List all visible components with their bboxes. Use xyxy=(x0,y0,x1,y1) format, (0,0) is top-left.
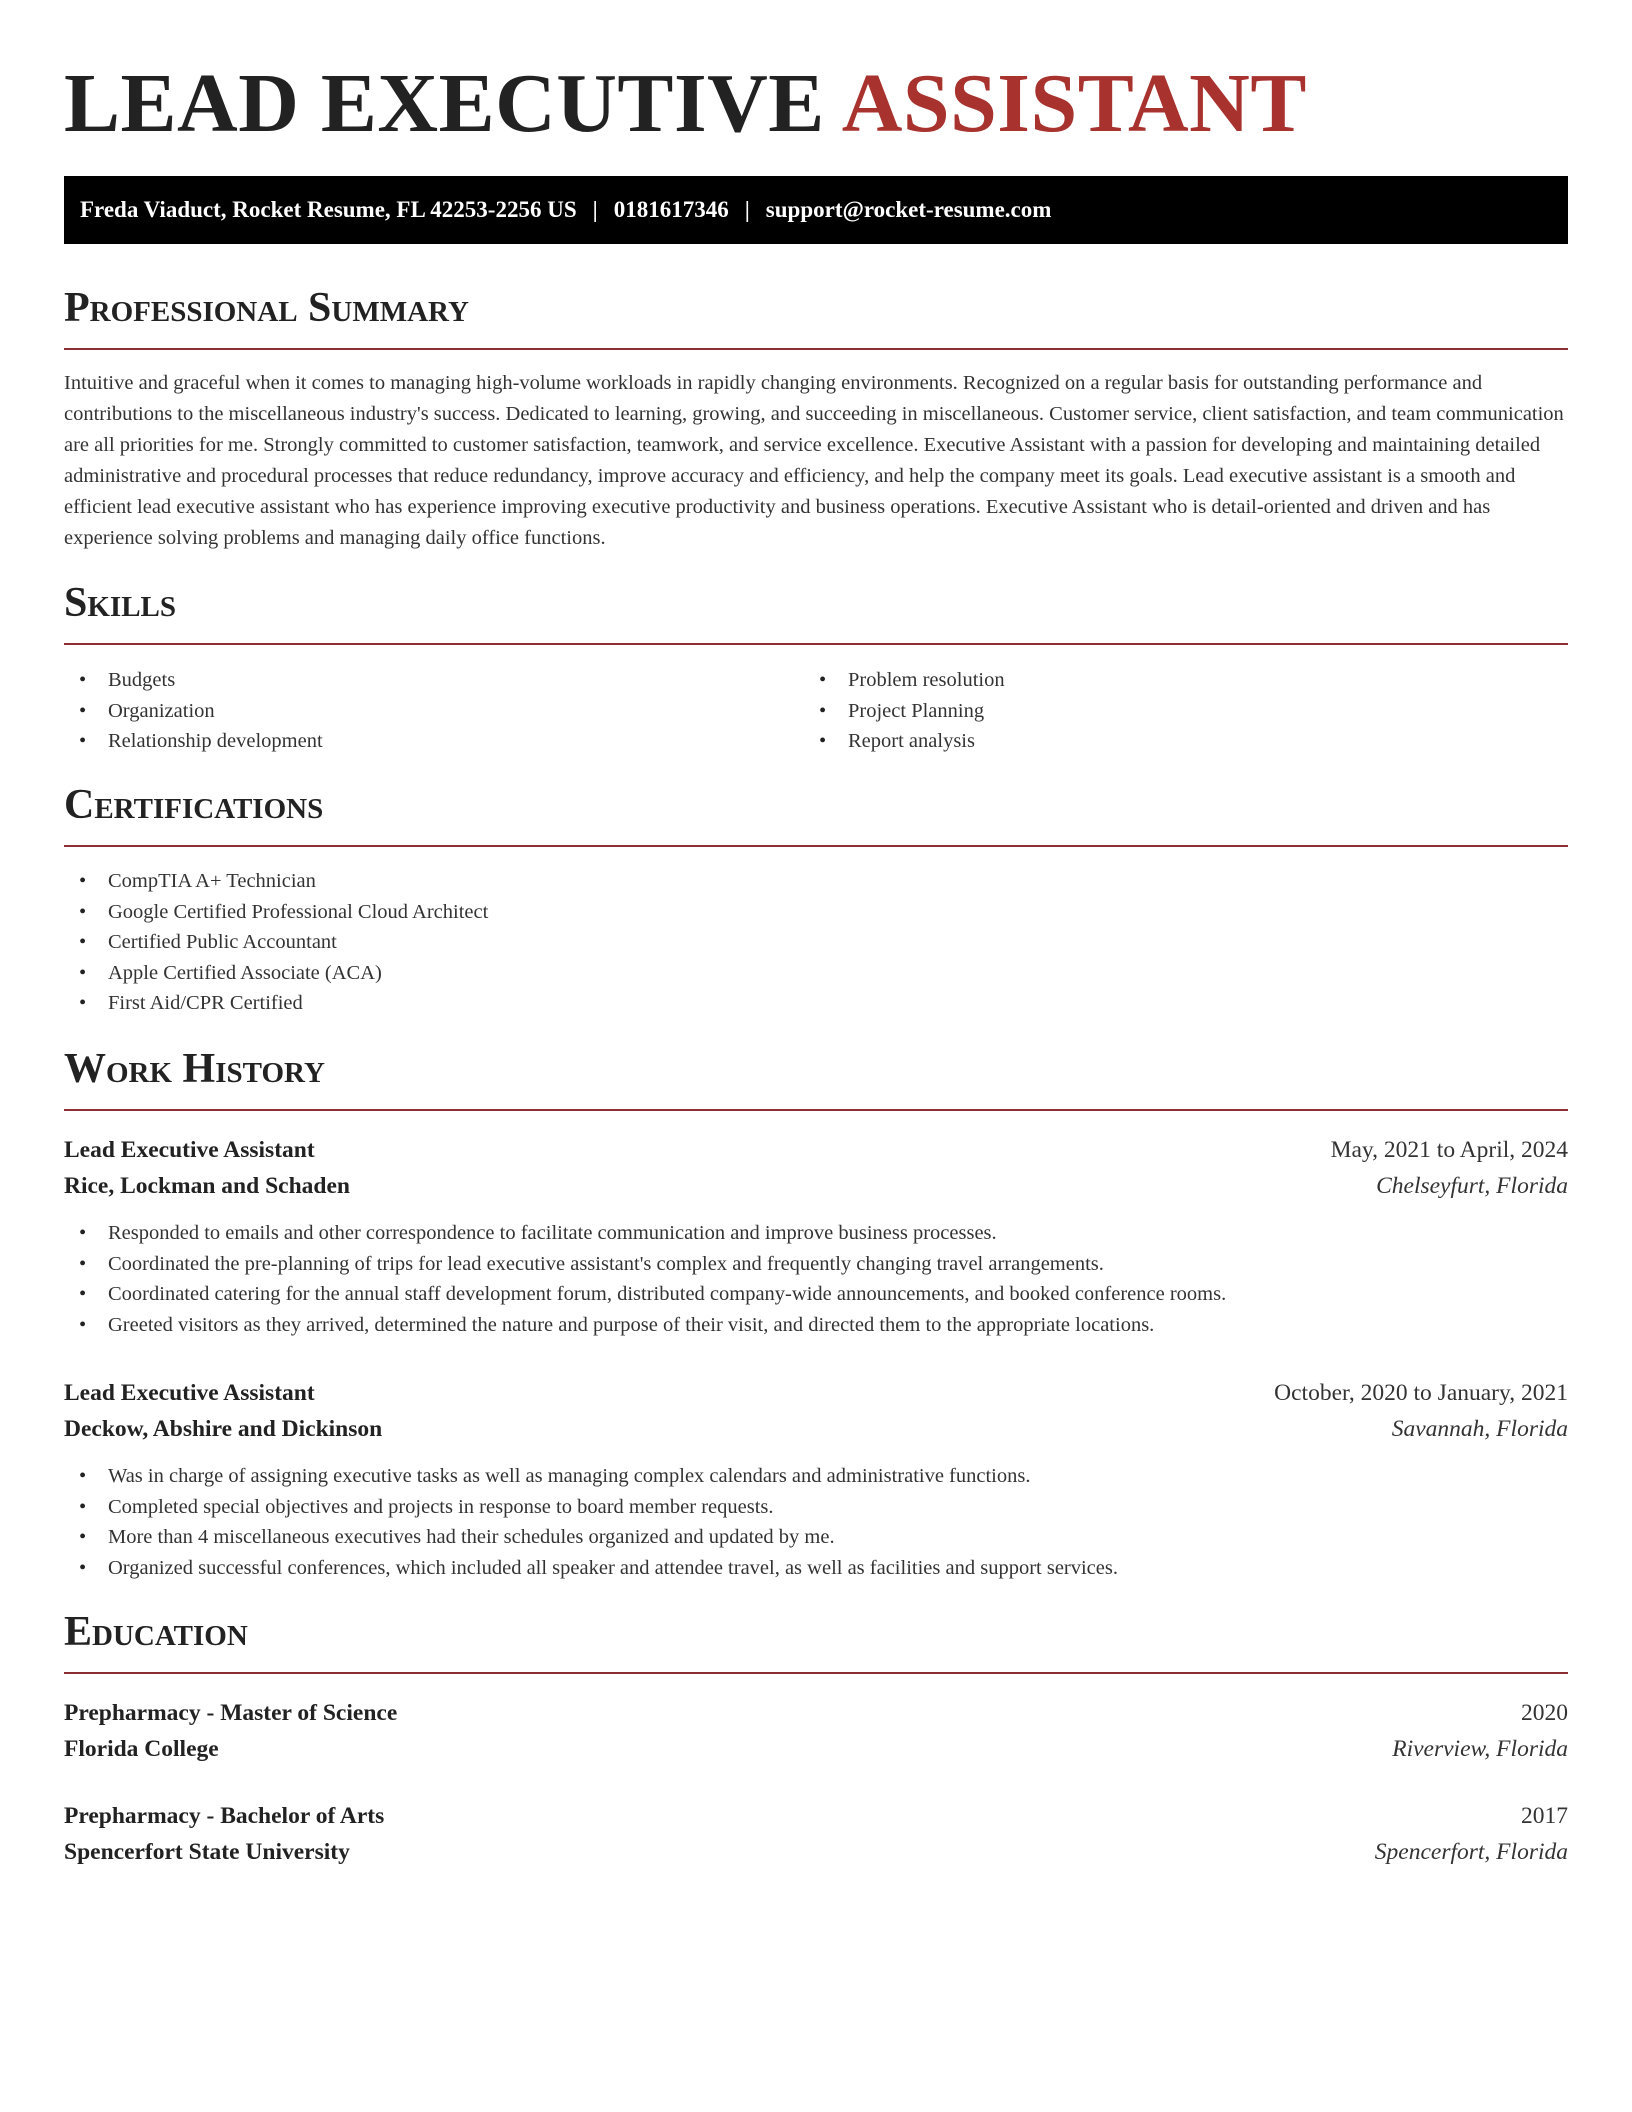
job-company-row xyxy=(64,1411,1568,1447)
job-dates: May, 2021 to April, 2024 xyxy=(1330,1137,1568,1163)
education-degree-row xyxy=(64,1695,1568,1731)
skill-item: • Report analysis xyxy=(804,726,1005,757)
skill-item: • Project Planning xyxy=(804,696,1005,727)
contact-separator: | xyxy=(744,197,750,222)
skill-item: • Problem resolution xyxy=(804,665,1005,696)
resume-title xyxy=(64,56,1307,152)
contact-separator: | xyxy=(592,197,598,222)
job-title: Lead Executive Assistant xyxy=(64,1137,315,1163)
skills-heading: Skills xyxy=(64,575,1568,645)
contact-phone: 0181617346 xyxy=(613,197,729,222)
job-entry xyxy=(64,1132,1568,1340)
summary-text: Intuitive and graceful when it comes to managing high-volume workloads in rapidly changing environments. Recognized on a regular basis for outstanding performance and contributions to the miscellaneous industry's success. Dedicated to learning, growing, and succeeding in miscellaneous. Customer service, client satisfaction, and team communication are all priorities for me. Strongly committed to customer satisfaction, teamwork, and service excellence. Executive Assistant with a passion for developing and maintaining detailed administrative and procedural processes that reduce redundancy, improve accuracy and efficiency, and help the company meet its goals. Lead executive assistant is a smooth and efficient lead executive assistant who has experience improving executive productivity and business operations. Executive Assistant who is detail-oriented and driven and has experience solving problems and managing daily office functions. xyxy=(64,372,1564,549)
education-heading: Education xyxy=(64,1604,1568,1674)
education-school-row xyxy=(64,1731,1568,1767)
job-title: Lead Executive Assistant xyxy=(64,1380,315,1406)
job-duty: • More than 4 miscellaneous executives had their schedules organized and updated by me. xyxy=(64,1522,1568,1553)
certification-item: • Google Certified Professional Cloud Architect xyxy=(64,897,488,928)
skill-item: • Relationship development xyxy=(64,726,323,757)
certification-item: • Certified Public Accountant xyxy=(64,927,488,958)
education-school: Florida College xyxy=(64,1736,219,1762)
certifications-heading: Certifications xyxy=(64,777,1568,847)
summary-heading: Professional Summary xyxy=(64,280,1568,350)
education-year: 2017 xyxy=(1521,1803,1568,1829)
title-part-2: ASSISTANT xyxy=(841,57,1307,150)
job-duty: • Was in charge of assigning executive tasks as well as managing complex calendars and administrative functions. xyxy=(64,1461,1568,1492)
education-entry xyxy=(64,1695,1568,1767)
skills-list-right xyxy=(804,665,1005,757)
job-company: Deckow, Abshire and Dickinson xyxy=(64,1416,383,1442)
education-location: Spencerfort, Florida xyxy=(1374,1839,1568,1865)
skills-list-left xyxy=(64,665,323,757)
education-degree-row xyxy=(64,1798,1568,1834)
job-duties-list xyxy=(64,1461,1568,1583)
education-location: Riverview, Florida xyxy=(1392,1736,1568,1762)
title-part-1: LEAD EXECUTIVE xyxy=(64,57,825,150)
job-company: Rice, Lockman and Schaden xyxy=(64,1173,350,1199)
job-duty: • Organized successful conferences, which included all speaker and attendee travel, as well as facilities and support services. xyxy=(64,1553,1568,1584)
education-entry xyxy=(64,1798,1568,1870)
contact-email: support@rocket-resume.com xyxy=(765,197,1052,222)
certification-item: • CompTIA A+ Technician xyxy=(64,866,488,897)
job-title-row xyxy=(64,1132,1568,1168)
job-duty: • Greeted visitors as they arrived, determined the nature and purpose of their visit, and directed them to the appropriate locations. xyxy=(64,1310,1568,1341)
education-degree: Prepharmacy - Bachelor of Arts xyxy=(64,1803,385,1829)
skill-item: • Budgets xyxy=(64,665,323,696)
job-duties-list xyxy=(64,1218,1568,1340)
job-title-row xyxy=(64,1375,1568,1411)
education-degree: Prepharmacy - Master of Science xyxy=(64,1700,398,1726)
work-history-heading: Work History xyxy=(64,1041,1568,1111)
job-dates: October, 2020 to January, 2021 xyxy=(1274,1380,1568,1406)
contact-bar xyxy=(64,176,1568,244)
job-duty: • Completed special objectives and projects in response to board member requests. xyxy=(64,1492,1568,1523)
certifications-list xyxy=(64,866,488,1019)
job-duty: • Coordinated the pre-planning of trips for lead executive assistant's complex and frequently changing travel arrangements. xyxy=(64,1249,1568,1280)
certification-item: • First Aid/CPR Certified xyxy=(64,988,488,1019)
job-duty: • Coordinated catering for the annual staff development forum, distributed company-wide announcements, and booked conference rooms. xyxy=(64,1279,1568,1310)
job-location: Chelseyfurt, Florida xyxy=(1376,1173,1568,1199)
skill-item: • Organization xyxy=(64,696,323,727)
education-year: 2020 xyxy=(1521,1700,1568,1726)
contact-address: Freda Viaduct, Rocket Resume, FL 42253-2256 US xyxy=(80,197,577,222)
education-school: Spencerfort State University xyxy=(64,1839,350,1865)
job-company-row xyxy=(64,1168,1568,1204)
job-location: Savannah, Florida xyxy=(1391,1416,1568,1442)
education-school-row xyxy=(64,1834,1568,1870)
certification-item: • Apple Certified Associate (ACA) xyxy=(64,958,488,989)
job-entry xyxy=(64,1375,1568,1583)
job-duty: • Responded to emails and other correspondence to facilitate communication and improve business processes. xyxy=(64,1218,1568,1249)
